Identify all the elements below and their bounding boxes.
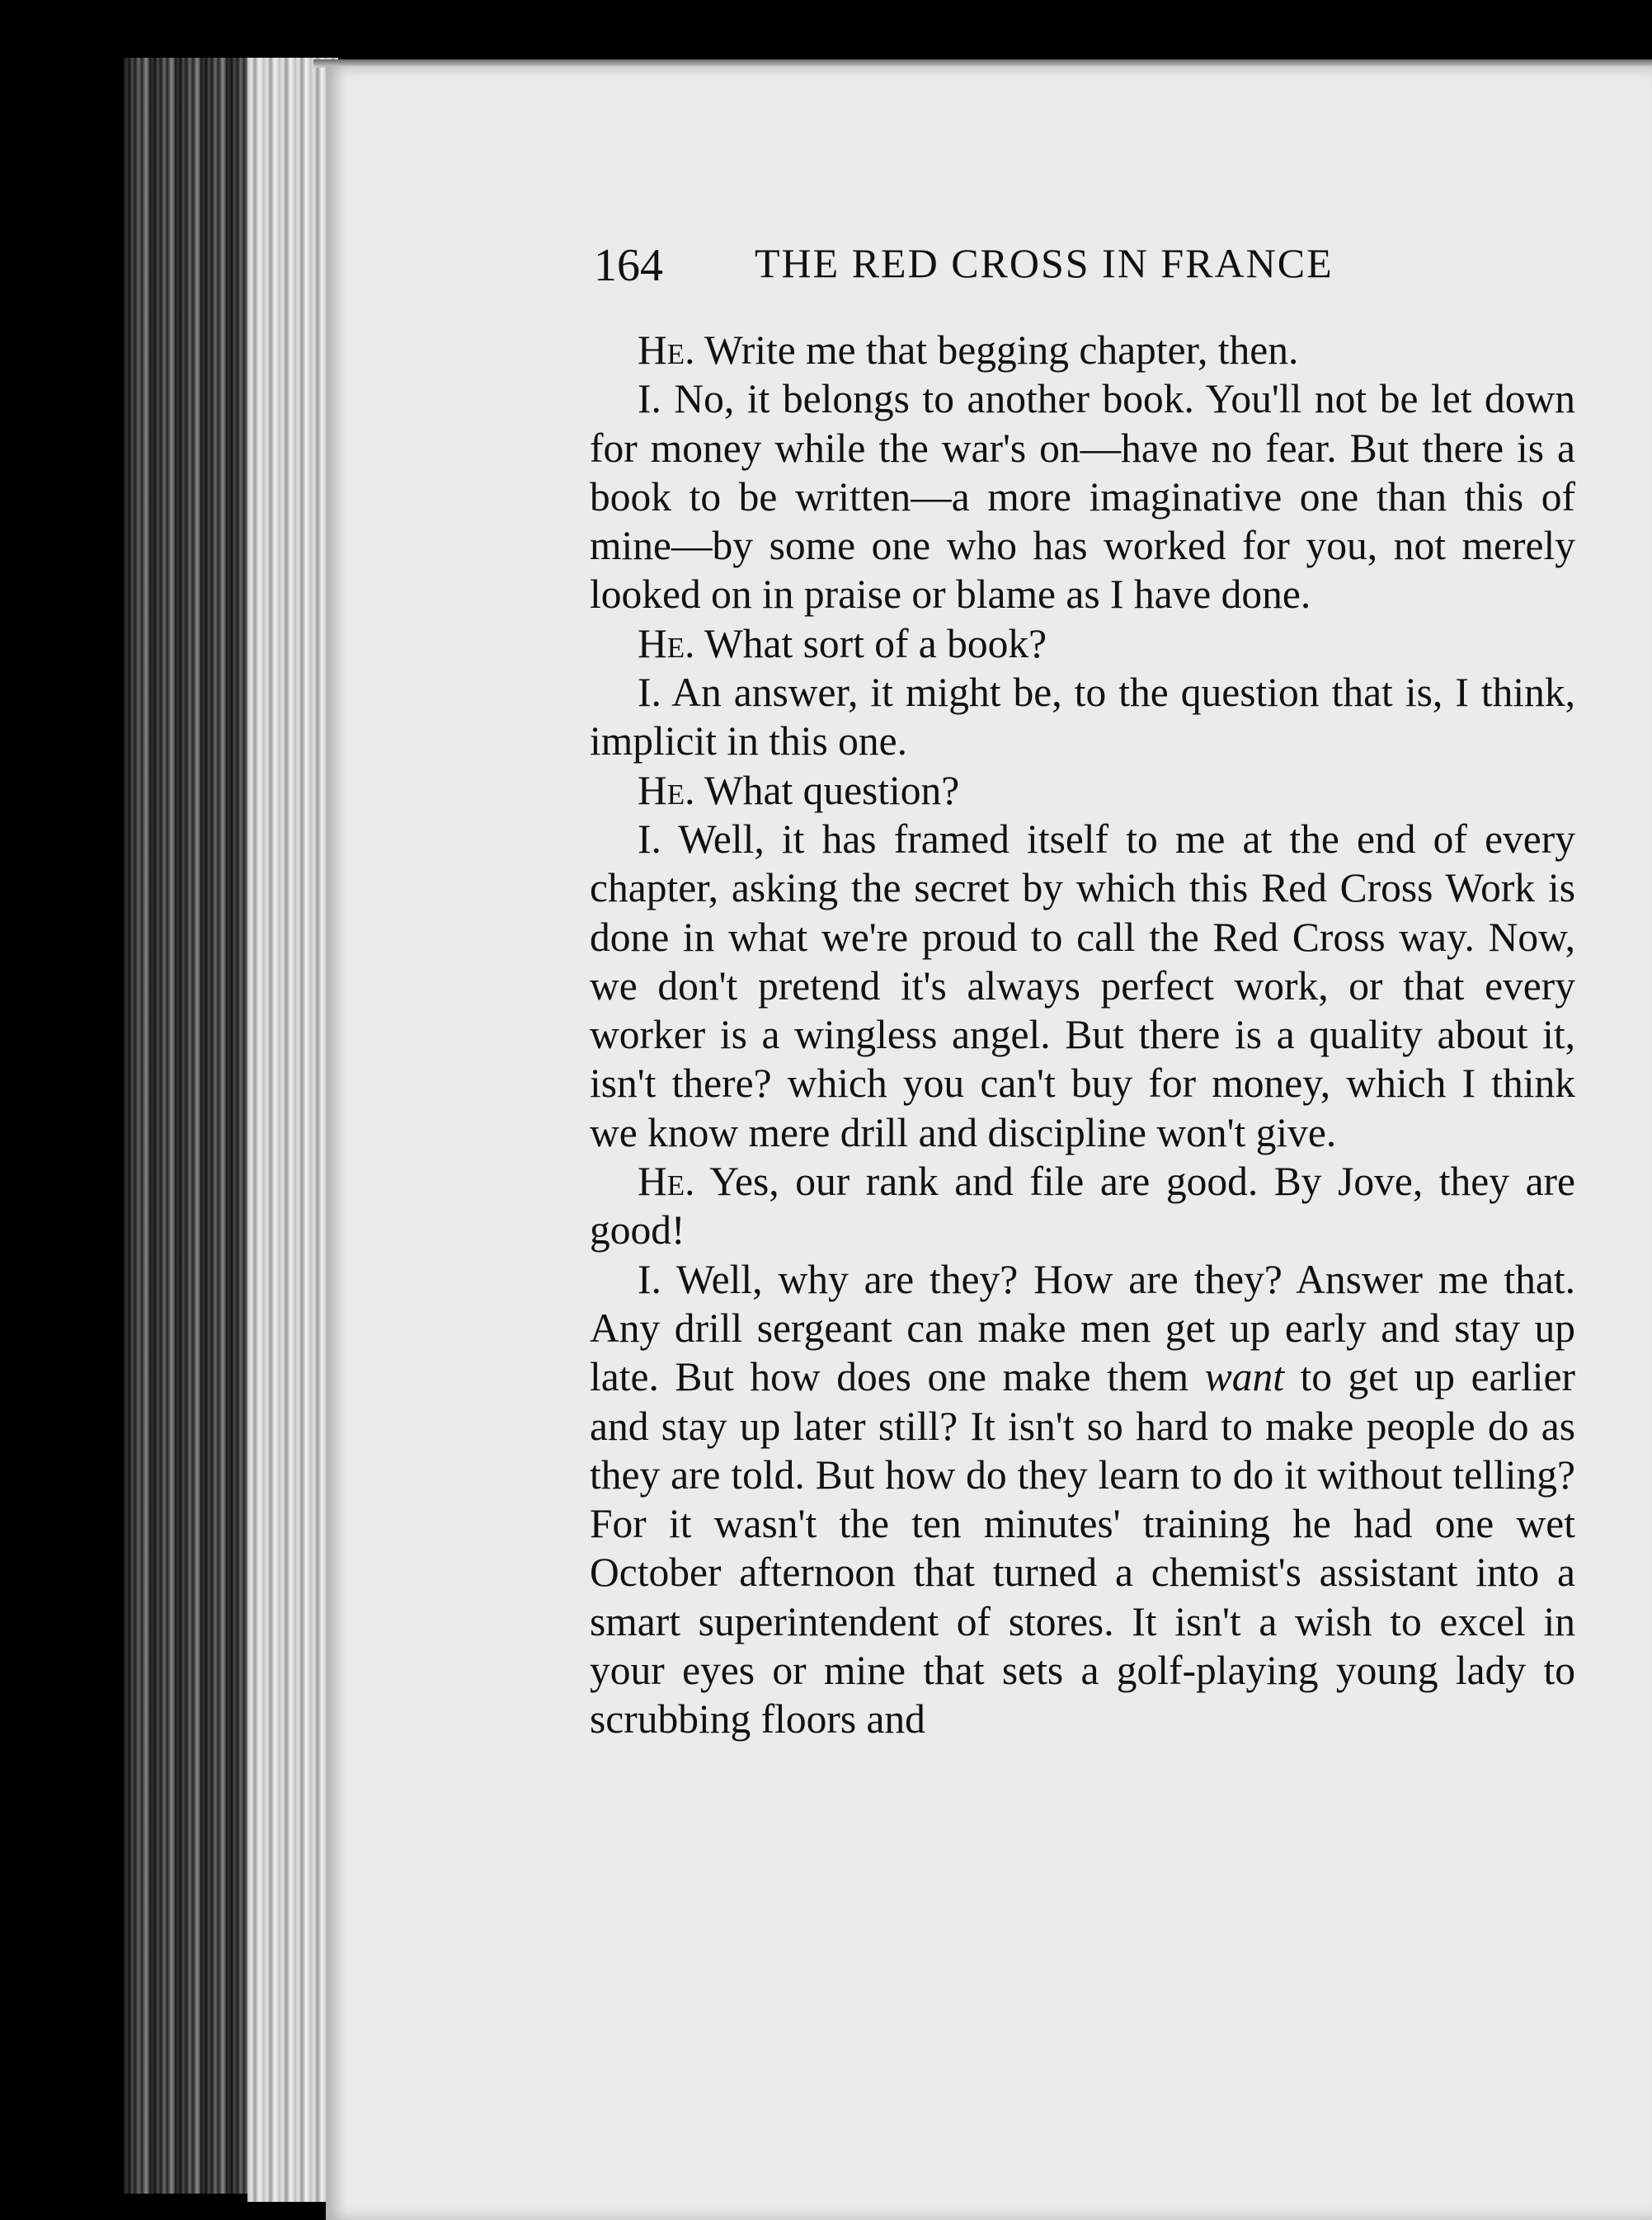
speaker-label: He.	[638, 620, 695, 666]
speaker-label: I.	[638, 816, 661, 862]
speaker-label: I.	[638, 670, 661, 716]
speaker-label: He.	[638, 1159, 695, 1205]
paragraph-text: What question?	[704, 767, 960, 813]
speaker-label: He.	[638, 767, 695, 813]
speaker-label: He.	[638, 327, 695, 373]
paragraph-text: Well, why are they? How are they? Answer me that. Any drill sergeant can make men get up early and stay up late. But how does one make them	[590, 1256, 1575, 1400]
paragraph	[590, 815, 1575, 1157]
paragraph-text: Yes, our rank and file are good. By Jove, they are good!	[590, 1159, 1575, 1253]
body-text	[590, 326, 1575, 1744]
paragraph-text: to get up earlier and stay up later still? It isn't so hard to make people do as they are told. But how do they learn to do it without telling? For it wasn't the ten minutes' training he had one wet October afternoon that turned a chemist's assistant into a smart superintendent of stores. It isn't a wish to excel in your eyes or mine that sets a golf-playing young lady to scrubbing floors and	[590, 1354, 1575, 1743]
paragraph-text: Well, it has framed itself to me at the end of every chapter, asking the secret by which this Red Cross Work is done in what we're proud to call the Red Cross way. Now, we don't pretend it's always perfect work, or that every worker is a wingless angel. But there is a quality about it, isn't there? which you can't buy for money, which I think we know mere drill and discipline won't give.	[590, 816, 1575, 1155]
paragraph	[590, 1255, 1575, 1744]
paragraph-text: What sort of a book?	[704, 620, 1047, 666]
emphasized-word: want	[1204, 1354, 1284, 1400]
speaker-label: I.	[638, 376, 661, 422]
running-title: THE RED CROSS IN FRANCE	[755, 240, 1334, 286]
paragraph	[590, 619, 1575, 668]
paragraph-text: An answer, it might be, to the question that is, I think, implicit in this one.	[590, 670, 1575, 764]
page-number: 164	[594, 240, 663, 291]
speaker-label: I.	[638, 1256, 661, 1302]
paragraph	[590, 668, 1575, 766]
paragraph	[590, 374, 1575, 618]
paragraph-text: Write me that begging chapter, then.	[704, 327, 1299, 373]
paragraph	[590, 1157, 1575, 1255]
book-page-edges-highlight	[247, 58, 338, 2202]
paragraph-text: No, it belongs to another book. You'll not be let down for money while the war's on—have no fear. But there is a book to be written—a more imaginative one than this of mine—by some one who has worked for you, not merely looked on in praise or blame as I have done.	[590, 376, 1575, 618]
paragraph	[590, 766, 1575, 815]
running-head	[594, 231, 1567, 305]
paragraph	[590, 326, 1575, 374]
